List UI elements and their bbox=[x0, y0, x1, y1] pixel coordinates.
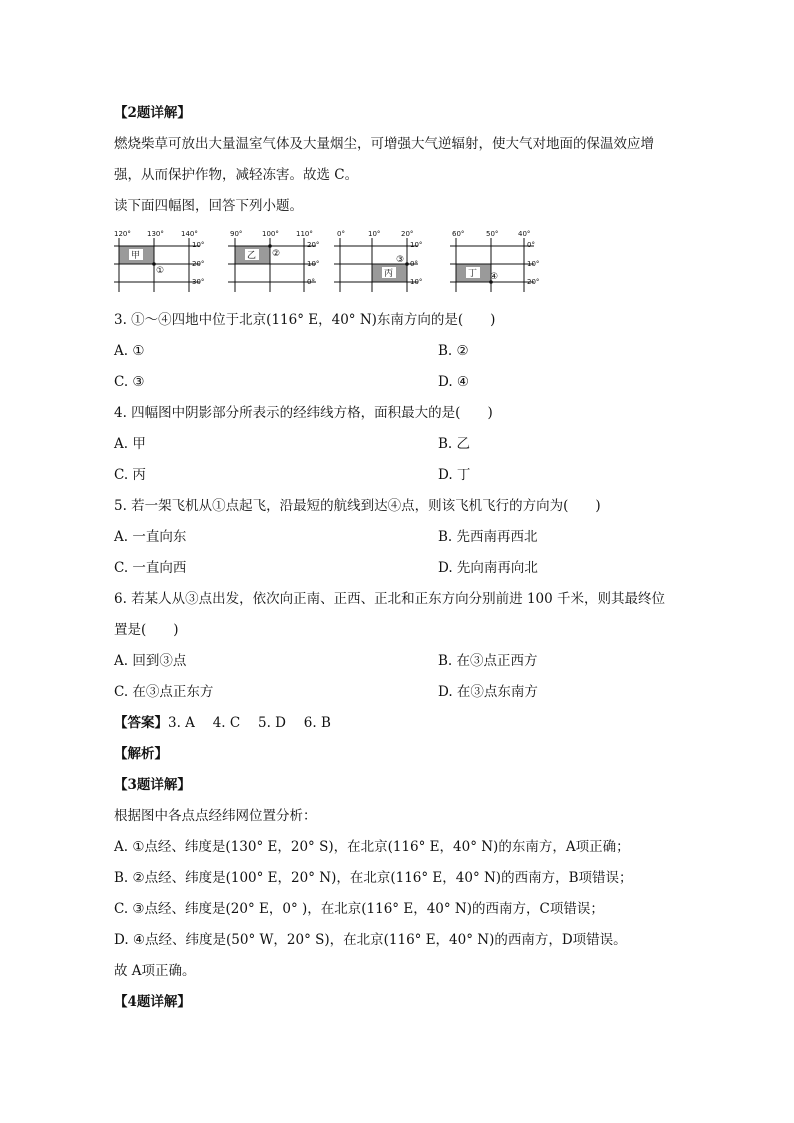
map3-point: ③ bbox=[396, 255, 405, 265]
paragraph: 根据图中各点点经纬网位置分析： bbox=[114, 808, 317, 824]
map2-lat-1: 20° bbox=[307, 241, 320, 249]
map2-lon-2: 100° bbox=[262, 230, 279, 238]
q4-option-b: B. 乙 bbox=[438, 436, 471, 452]
q5-option-d: D. 先向南再向北 bbox=[438, 560, 538, 576]
q6-option-b: B. 在③点正西方 bbox=[438, 653, 538, 669]
map1-point: ① bbox=[156, 266, 165, 276]
map4-label: 丁 bbox=[468, 269, 478, 279]
map4-lon-1: 60° bbox=[452, 230, 465, 238]
map2-point: ② bbox=[272, 249, 281, 259]
q3-stem: 3. ①～④四地中位于北京(116° E，40° N)东南方向的是( ) bbox=[114, 312, 496, 328]
map1-lon-3: 140° bbox=[181, 230, 198, 238]
q3-option-b: B. ② bbox=[438, 343, 469, 359]
section-4-heading: 【4题详解】 bbox=[114, 994, 191, 1010]
map4-lat-3: 20° bbox=[527, 278, 540, 286]
analysis-item-c: C. ③点经、纬度是(20° E，0° )，在北京(116° E，40° N)的西南方，C项错误； bbox=[114, 901, 604, 917]
q5-option-b: B. 先西南再西北 bbox=[438, 529, 538, 545]
map3-lat-2: 0° bbox=[410, 260, 418, 268]
answer-line bbox=[114, 713, 331, 733]
q6-option-c: C. 在③点正东方 bbox=[114, 684, 214, 700]
answer-text: 3. A 4. C 5. D 6. B bbox=[168, 715, 331, 731]
map2-lat-3: 0° bbox=[307, 278, 315, 286]
q3-option-a: A. ① bbox=[114, 343, 145, 359]
map4-lon-3: 40° bbox=[518, 230, 531, 238]
map2-lat-2: 10° bbox=[307, 260, 320, 268]
map2-label: 乙 bbox=[247, 251, 257, 261]
q5-option-a: A. 一直向东 bbox=[114, 529, 187, 545]
map-ding bbox=[450, 230, 539, 292]
map3-label: 丙 bbox=[384, 269, 394, 279]
map3-lon-1: 0° bbox=[337, 230, 345, 238]
map1-label: 甲 bbox=[131, 251, 141, 261]
analysis-item-a: A. ①点经、纬度是(130° E，20° S)，在北京(116° E，40° N)的东南方，A项正确； bbox=[114, 839, 630, 855]
map1-lon-1: 120° bbox=[114, 230, 131, 238]
map4-lat-2: 10° bbox=[527, 260, 540, 268]
point-3-dot bbox=[405, 262, 409, 266]
point-2-dot bbox=[268, 244, 272, 248]
map3-lat-1: 10° bbox=[410, 241, 423, 249]
q4-stem: 4. 四幅图中阴影部分所表示的经纬线方格，面积最大的是( ) bbox=[114, 405, 493, 421]
analysis-item-d: D. ④点经、纬度是(50° W，20° S)，在北京(116° E，40° N)的西南方，D项错误。 bbox=[114, 932, 627, 948]
q6-option-d: D. 在③点东南方 bbox=[438, 684, 538, 700]
map4-point: ④ bbox=[490, 272, 499, 282]
q6-stem-line2: 置是( ) bbox=[114, 622, 179, 638]
map3-lon-2: 10° bbox=[368, 230, 381, 238]
q4-option-d: D. 丁 bbox=[438, 467, 471, 483]
q5-option-c: C. 一直向西 bbox=[114, 560, 187, 576]
section-3-heading: 【3题详解】 bbox=[114, 777, 191, 793]
map3-lon-3: 20° bbox=[401, 230, 414, 238]
section-2-heading: 【2题详解】 bbox=[114, 105, 191, 121]
map2-lon-3: 110° bbox=[296, 230, 313, 238]
q5-stem: 5. 若一架飞机从①点起飞，沿最短的航线到达④点，则该飞机飞行的方向为( ) bbox=[114, 498, 601, 514]
map1-lat-3: 30° bbox=[192, 278, 205, 286]
map-bing bbox=[334, 230, 422, 292]
map1-lat-1: 10° bbox=[192, 241, 205, 249]
q3-option-c: C. ③ bbox=[114, 374, 145, 390]
map2-lon-1: 90° bbox=[230, 230, 243, 238]
map-figures bbox=[0, 224, 794, 304]
conclusion: 故 A项正确。 bbox=[114, 963, 196, 979]
paragraph: 强，从而保护作物，减轻冻害。故选 C。 bbox=[114, 167, 359, 183]
map-jia bbox=[114, 230, 204, 292]
q4-option-c: C. 丙 bbox=[114, 467, 146, 483]
map4-lat-1: 0° bbox=[527, 241, 535, 249]
map1-lon-2: 130° bbox=[147, 230, 164, 238]
map3-lat-3: 10° bbox=[410, 278, 423, 286]
map1-lat-2: 20° bbox=[192, 260, 205, 268]
paragraph: 燃烧柴草可放出大量温室气体及大量烟尘，可增强大气逆辐射，使大气对地面的保温效应增 bbox=[114, 136, 654, 152]
map-yi bbox=[228, 230, 319, 292]
q3-option-d: D. ④ bbox=[438, 374, 470, 390]
q4-option-a: A. 甲 bbox=[114, 436, 146, 452]
map4-lon-2: 50° bbox=[486, 230, 499, 238]
q6-stem-line1: 6. 若某人从③点出发，依次向正南、正西、正北和正东方向分别前进 100 千米，则其最终位 bbox=[114, 591, 666, 607]
analysis-heading: 【解析】 bbox=[114, 746, 168, 762]
answer-label: 【答案】 bbox=[114, 715, 168, 731]
q6-option-a: A. 回到③点 bbox=[114, 653, 187, 669]
intro-text: 读下面四幅图，回答下列小题。 bbox=[114, 198, 303, 214]
analysis-item-b: B. ②点经、纬度是(100° E，20° N)，在北京(116° E，40° N)的西南方，B项错误； bbox=[114, 870, 633, 886]
